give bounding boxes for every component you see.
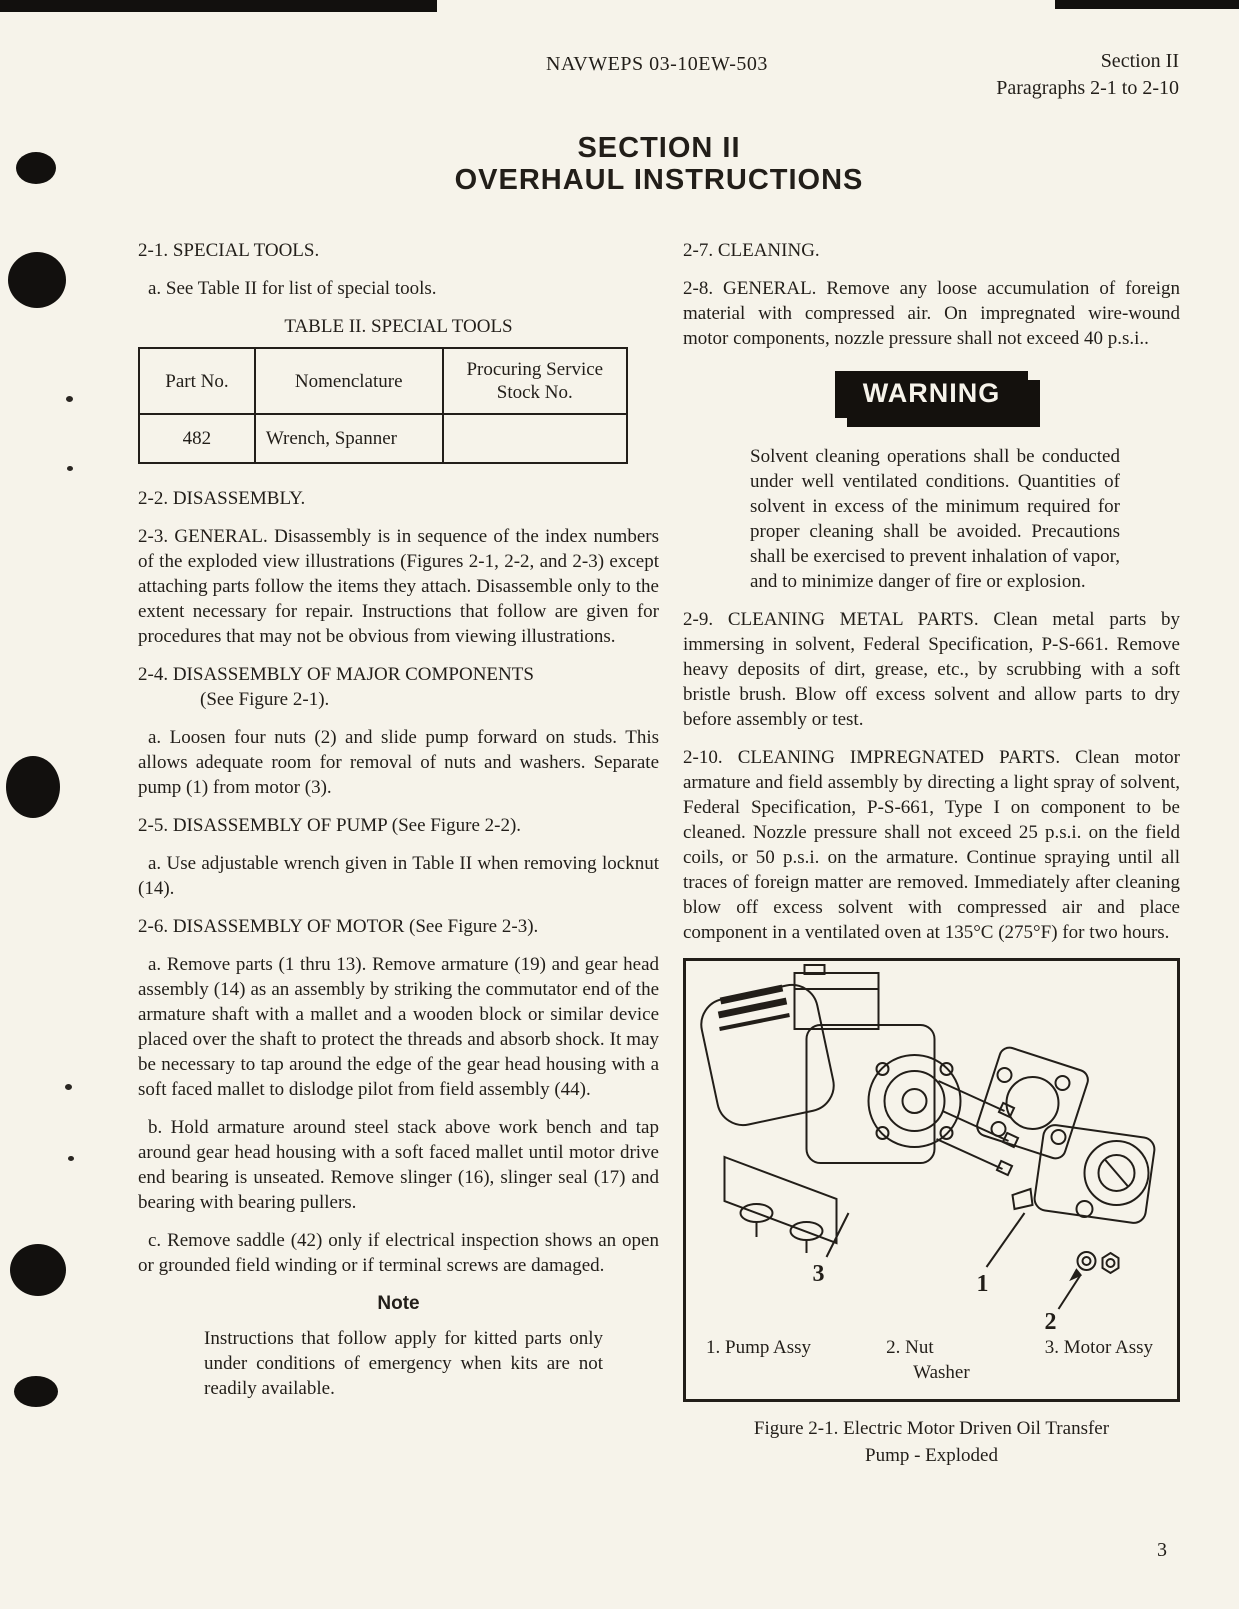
warning-banner — [683, 371, 1180, 418]
motor-base-drawing — [725, 1157, 837, 1253]
para-2-10: 2-10. CLEANING IMPREGNATED PARTS. Clean motor armature and field assembly by directing a light spray of solvent, Federal Specification, P-S-661, Type I on component to be cleaned. Nozzle pressure shall not exceed 25 p.s.i. on the field coils, or 50 p.s.i. on the armature. Continue spraying until all traces of foreign matter are removed. Immediately after cleaning blow off excess solvent with compressed air and place component in a ventilated oven at 135°C (275°F) for two hours. — [683, 747, 1180, 943]
para-2-1-a: a. See Table II for list of special tools. — [148, 278, 437, 299]
para-2-1-heading: 2-1. SPECIAL TOOLS. — [138, 240, 320, 261]
scan-artifact-top-bar-right — [1055, 0, 1239, 9]
left-column — [138, 238, 659, 1401]
terminal-box-drawing — [795, 965, 879, 1029]
col-header-part-no: Part No. — [139, 348, 255, 414]
table-row — [139, 414, 627, 463]
section-ref: Section II — [1100, 50, 1179, 72]
scan-artifact-blob — [16, 152, 56, 184]
figure-callout-1: 1 — [976, 1271, 989, 1297]
figure-legend — [686, 1333, 1177, 1399]
para-2-4-line1: 2-4. DISASSEMBLY OF MAJOR COMPONENTS — [138, 664, 534, 685]
pump-flange-drawing — [975, 1045, 1091, 1161]
legend-item-2-line2: Washer — [913, 1362, 970, 1383]
pump-body-drawing — [1013, 1124, 1156, 1225]
scan-artifact-blob — [6, 756, 60, 818]
para-2-4-a: a. Loosen four nuts (2) and slide pump forward on studs. This allows adequate room for removal of nuts and washers. Separate pump (1) from motor (3). — [138, 727, 659, 798]
cell-stock-no — [443, 414, 627, 463]
para-2-7-heading: 2-7. CLEANING. — [683, 240, 820, 261]
para-2-8: 2-8. GENERAL. Remove any loose accumulation of foreign material with compressed air. On impregnated wire-wound motor components, nozzle pressure shall not exceed 40 p.s.i.. — [683, 278, 1180, 349]
legend-item-3: 3. Motor Assy — [1044, 1337, 1153, 1358]
para-2-2-heading: 2-2. DISASSEMBLY. — [138, 488, 306, 509]
motor-body-drawing — [696, 980, 838, 1130]
section-title-line2: OVERHAUL INSTRUCTIONS — [454, 164, 864, 196]
header-section-ref — [996, 48, 1179, 102]
para-2-3: 2-3. GENERAL. Disassembly is in sequence of the index numbers of the exploded view illustrations (Figures 2-1, 2-2, and 2-3) except attaching parts follow the items they attach. Disassemble only to the extent necessary for repair. Instructions that follow are given for procedures that may not be obvious from viewing illustrations. — [138, 526, 659, 647]
figure-caption-line1: Figure 2-1. Electric Motor Driven Oil Transfer — [753, 1418, 1110, 1439]
motor-front-housing-drawing — [807, 1025, 961, 1163]
scan-artifact-blob — [8, 252, 66, 308]
figure-callout-3: 3 — [812, 1261, 825, 1287]
scan-artifact-speck — [67, 466, 73, 471]
cell-part-no: 482 — [139, 414, 255, 463]
figure-2-1-box — [683, 958, 1180, 1402]
legend-item-2-line1: 2. Nut — [886, 1337, 934, 1358]
para-2-4-line2: (See Figure 2-1). — [200, 689, 330, 710]
para-2-6-c: c. Remove saddle (42) only if electrical inspection shows an open or grounded field winding or if terminal screws are damaged. — [138, 1230, 659, 1276]
scan-artifact-speck — [68, 1156, 74, 1161]
para-2-5-a: a. Use adjustable wrench given in Table II when removing locknut (14). — [138, 853, 659, 899]
paragraph-ref: Paragraphs 2-1 to 2-10 — [996, 77, 1179, 99]
para-2-4-heading — [138, 662, 659, 712]
scan-artifact-speck — [65, 1084, 72, 1090]
legend-item-2 — [886, 1335, 970, 1385]
scan-artifact-blob — [14, 1376, 58, 1407]
page-number: 3 — [1157, 1539, 1167, 1561]
callout-leader-lines — [827, 1213, 1081, 1309]
special-tools-table — [138, 347, 628, 464]
legend-item-1: 1. Pump Assy — [706, 1337, 812, 1358]
scan-artifact-blob — [10, 1244, 66, 1296]
note-heading: Note — [377, 1293, 420, 1314]
note-body: Instructions that follow apply for kitted parts only under conditions of emergency when kits are not readily available. — [204, 1328, 603, 1399]
figure-caption — [683, 1415, 1180, 1469]
col-header-stock-no-line1: Procuring Service — [466, 359, 604, 380]
scan-artifact-top-bar-left — [0, 0, 437, 12]
para-2-6-a: a. Remove parts (1 thru 13). Remove armature (19) and gear head assembly (14) as an assembly by striking the commutator end of the armature shaft with a mallet and a wooden block or similar device placed over the shaft to protect the threads and absorb shock. It may be necessary to tap around the edge of the gear head housing with a soft faced mallet to dislodge pilot from field assembly (44). — [138, 954, 659, 1100]
col-header-nomenclature: Nomenclature — [255, 348, 443, 414]
para-2-5-heading: 2-5. DISASSEMBLY OF PUMP (See Figure 2-2). — [138, 815, 522, 836]
scan-artifact-speck — [66, 396, 73, 402]
right-column — [683, 238, 1180, 1469]
table-title: TABLE II. SPECIAL TOOLS — [284, 316, 513, 337]
cell-nomenclature: Wrench, Spanner — [255, 414, 443, 463]
para-2-6-b: b. Hold armature around steel stack above work bench and tap around gear head housing with a soft faced mallet until motor drive end bearing is unseated. Remove slinger (16), slinger seal (17) and bearing with bearing pullers. — [138, 1117, 659, 1213]
table-header-row — [139, 348, 627, 414]
figure-caption-line2: Pump - Exploded — [865, 1445, 998, 1466]
col-header-stock-no-line2: Stock No. — [496, 382, 573, 403]
section-title-line1: SECTION II — [577, 132, 741, 164]
para-2-6-heading: 2-6. DISASSEMBLY OF MOTOR (See Figure 2-3). — [138, 916, 539, 937]
figure-callout-2: 2 — [1044, 1309, 1057, 1333]
warning-label: WARNING — [835, 371, 1029, 418]
warning-body: Solvent cleaning operations shall be conducted under well ventilated conditions. Quantities of solvent in excess of the minimum required for proper cleaning shall be avoided. Precautions shall be exercised to prevent inhalation of vapor, and to minimize danger of fire or explosion. — [750, 446, 1120, 592]
nut-washer-drawing — [1078, 1252, 1119, 1273]
section-title — [138, 132, 1180, 196]
col-header-stock-no — [443, 348, 627, 414]
para-2-9: 2-9. CLEANING METAL PARTS. Clean metal parts by immersing in solvent, Federal Specification, P-S-661. Remove heavy deposits of dirt, grease, etc., by scrubbing with a soft bristle brush. Blow off excess solvent and allow parts to dry before assembly or test. — [683, 609, 1180, 730]
document-number: NAVWEPS 03-10EW-503 — [546, 53, 768, 75]
exploded-view-illustration — [686, 961, 1177, 1333]
